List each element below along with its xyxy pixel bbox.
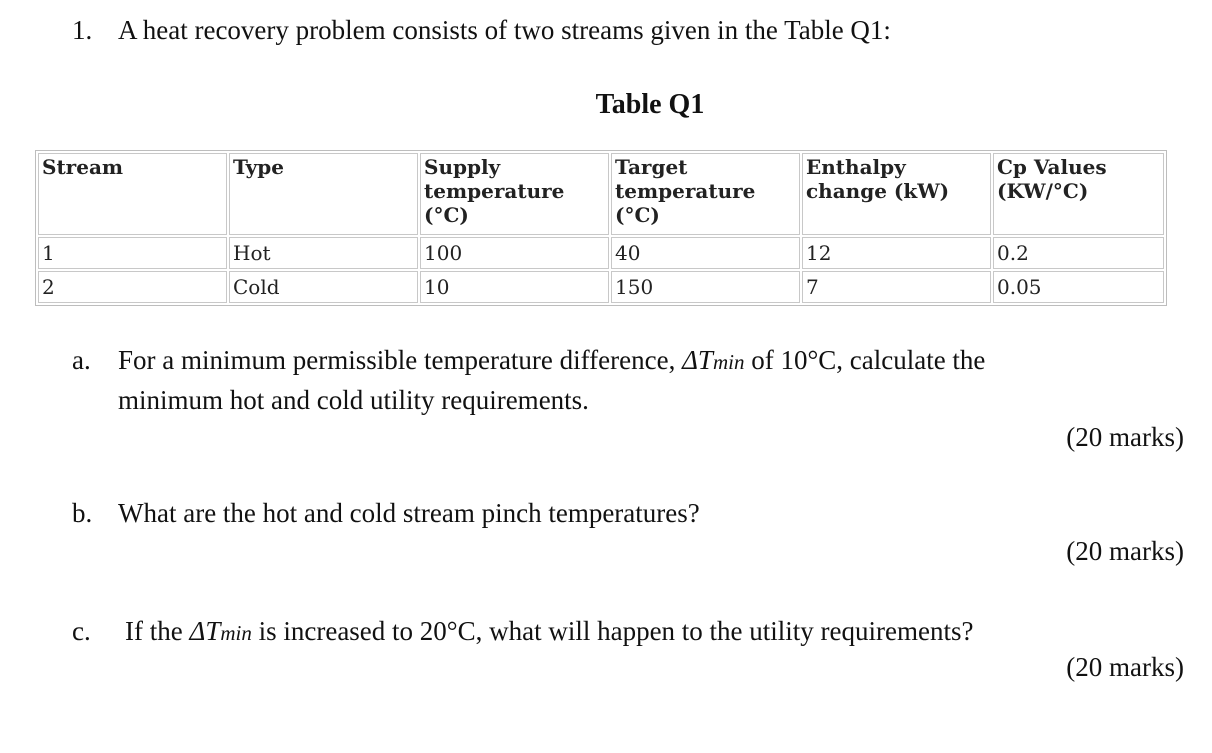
min-subscript: min: [220, 621, 252, 645]
part-b: [72, 494, 1172, 532]
cell-stream: 1: [38, 237, 227, 269]
min-subscript: min: [712, 350, 745, 374]
cell-enthalpy-change: 12: [802, 237, 991, 269]
table-header-row: [38, 153, 1164, 235]
part-a: [72, 341, 1172, 419]
header-cp-values: Cp Values (KW/°C): [993, 153, 1164, 235]
cell-type: Cold: [229, 271, 418, 303]
part-c-label: c.: [72, 616, 91, 646]
cell-supply-temperature: 100: [420, 237, 609, 269]
table-row: [38, 271, 1164, 303]
cell-target-temperature: 40: [611, 237, 800, 269]
part-c-marks: (20 marks): [1066, 652, 1184, 682]
cell-enthalpy-change: 7: [802, 271, 991, 303]
delta-t-symbol: ΔT: [682, 345, 713, 375]
part-c: [72, 612, 1172, 652]
part-b-marks: (20 marks): [1066, 536, 1184, 566]
header-enthalpy-change: Enthalpy change (kW): [802, 153, 991, 235]
part-a-text: For a minimum permissible temperature difference, ΔTmin of 10°C, calculate the minimum hot and cold utility requirements.: [118, 345, 986, 415]
cell-supply-temperature: 10: [420, 271, 609, 303]
header-target-temperature: Target temperature (°C): [611, 153, 800, 235]
question-number: 1.: [72, 15, 93, 45]
cell-cp-value: 0.05: [993, 271, 1164, 303]
delta-t-symbol: ΔT: [189, 616, 221, 646]
cell-target-temperature: 150: [611, 271, 800, 303]
part-c-text: If the ΔTmin is increased to 20°C, what will happen to the utility requirements?: [125, 616, 974, 646]
table-caption: Table Q1: [595, 89, 705, 120]
part-a-label: a.: [72, 345, 91, 375]
cell-cp-value: 0.2: [993, 237, 1164, 269]
part-a-marks: (20 marks): [1066, 422, 1184, 452]
table-row: [38, 237, 1164, 269]
header-type: Type: [229, 153, 418, 235]
part-b-label: b.: [72, 498, 93, 528]
question-text: A heat recovery problem consists of two streams given in the Table Q1:: [118, 15, 891, 45]
part-b-text: What are the hot and cold stream pinch temperatures?: [118, 498, 700, 528]
header-stream: Stream: [38, 153, 227, 235]
cell-type: Hot: [229, 237, 418, 269]
cell-stream: 2: [38, 271, 227, 303]
streams-table: [35, 150, 1167, 306]
header-supply-temperature: Supply temperature (°C): [420, 153, 609, 235]
